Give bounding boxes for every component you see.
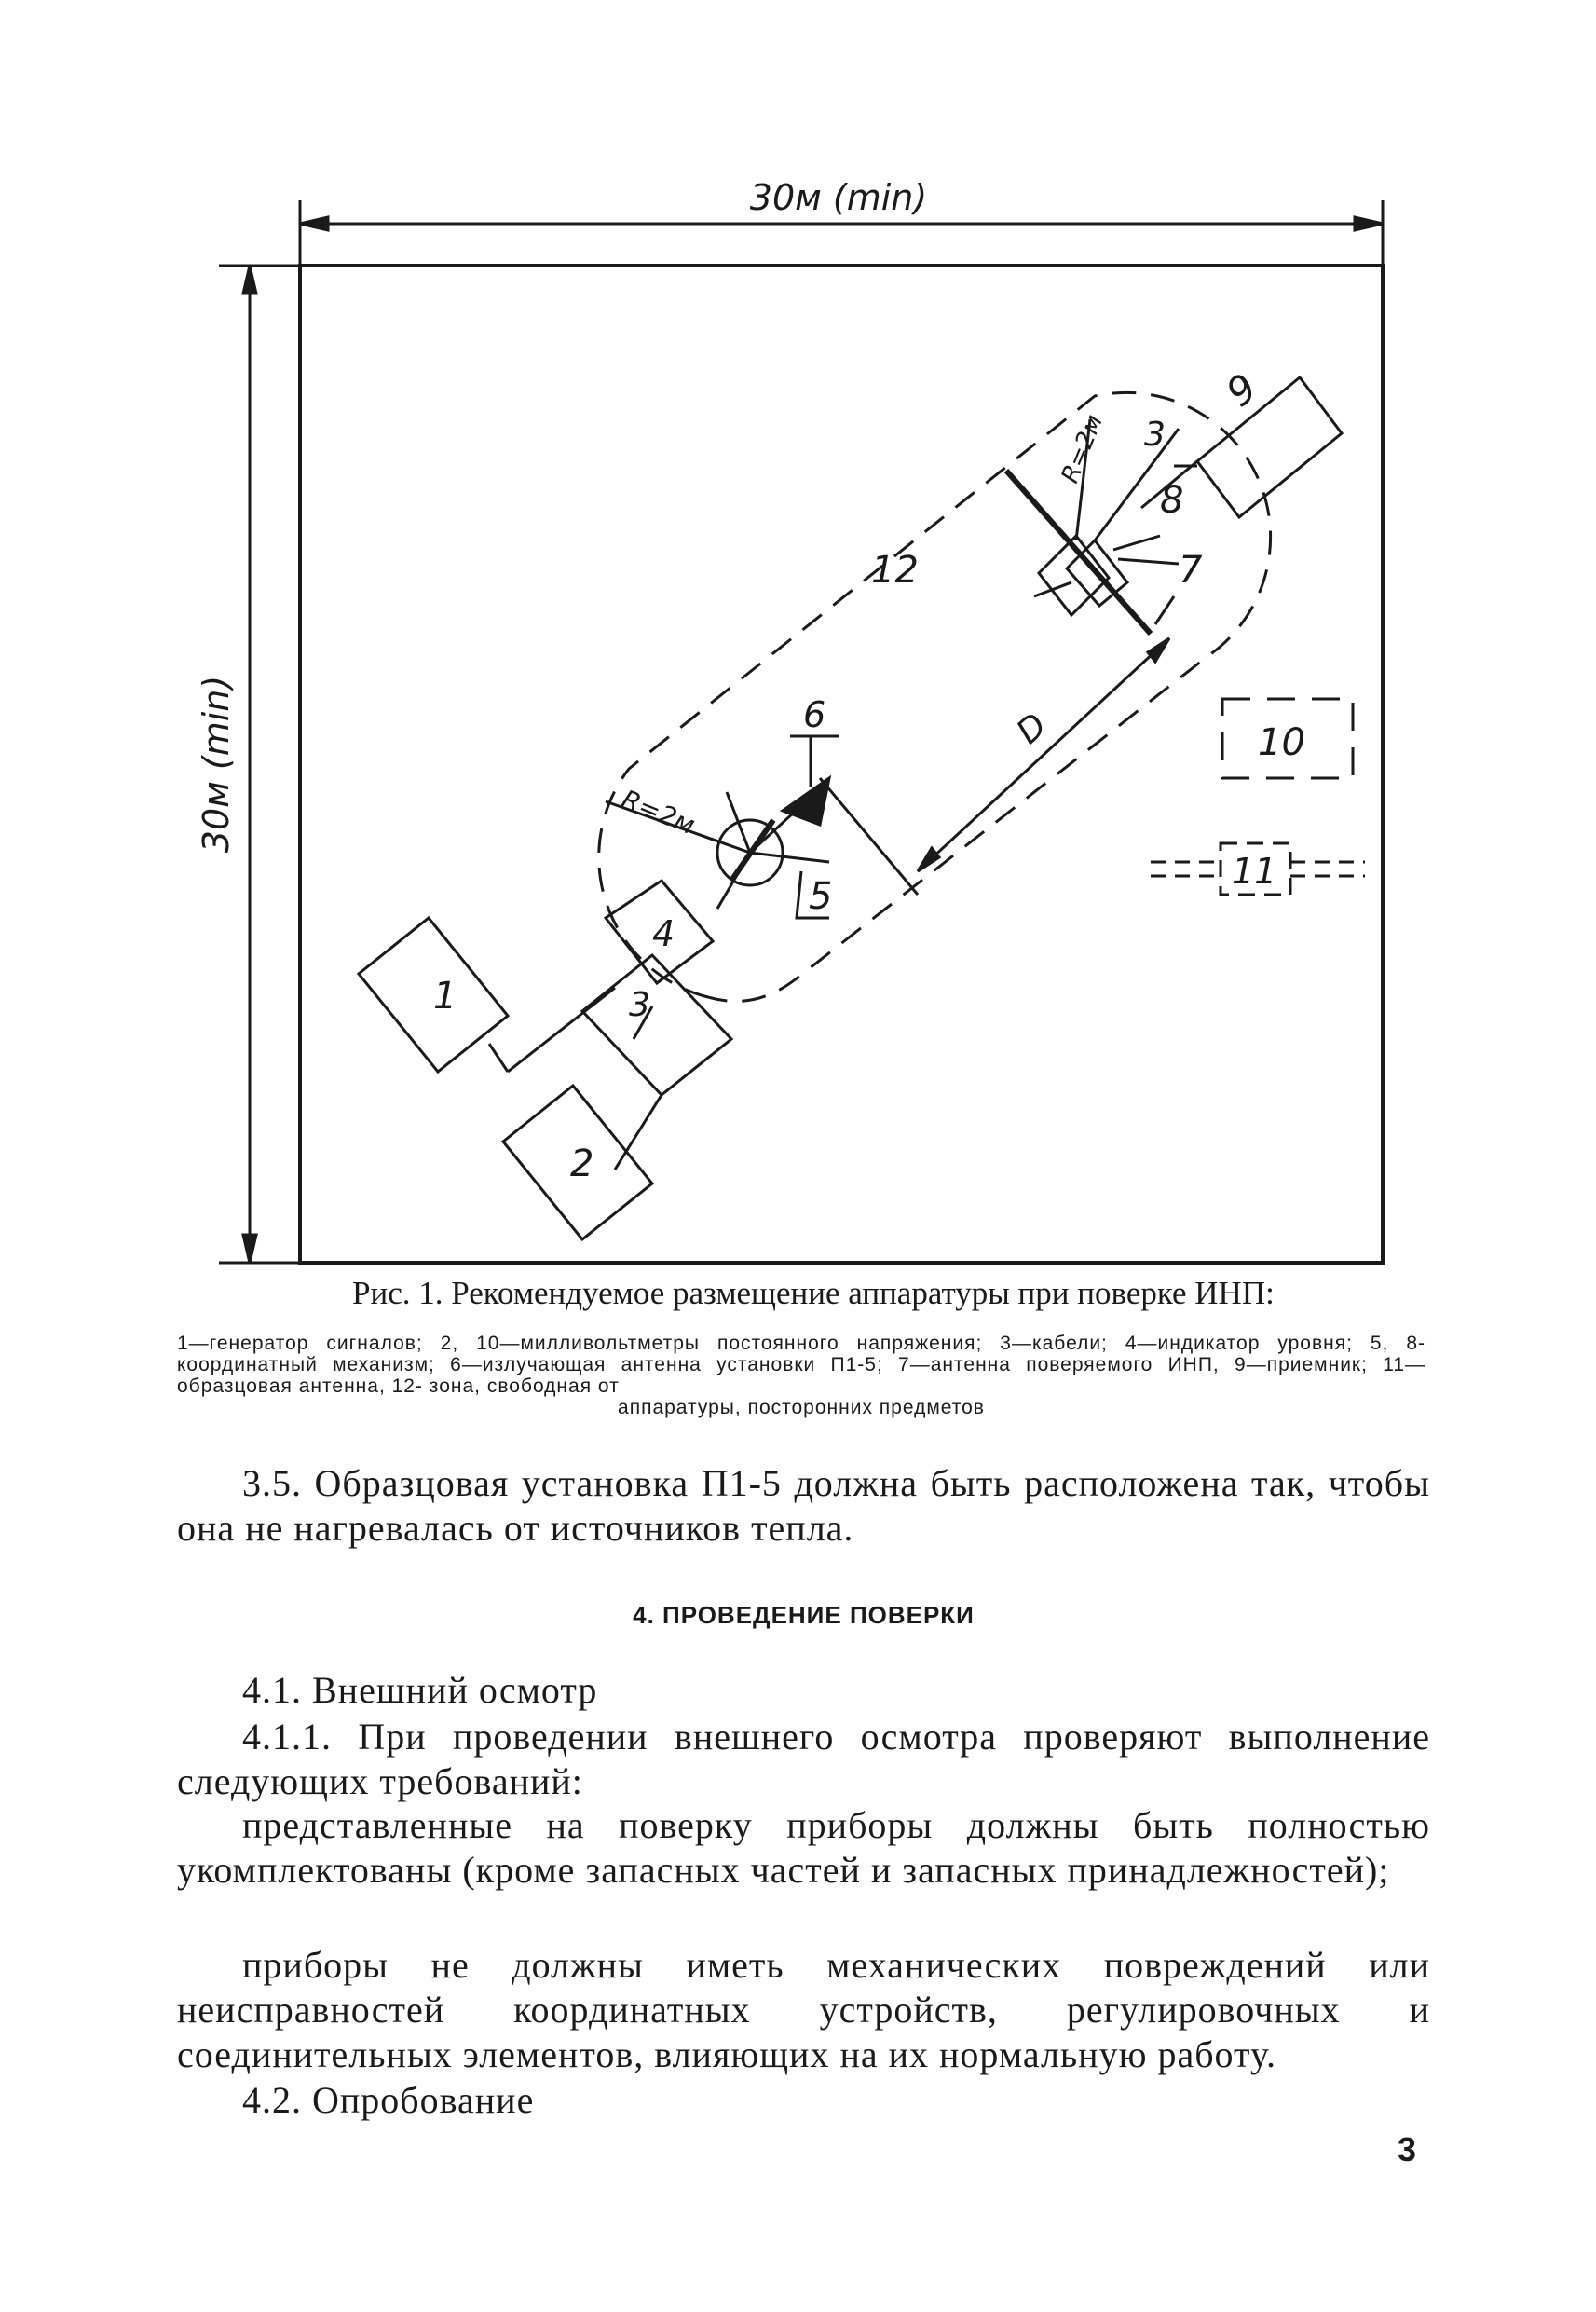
paragraph-4-1-1: 4.1.1. При проведении внешнего осмотра проверяют выполнение следующих требований: (177, 1716, 1430, 1802)
radius-small-label: R=2м (617, 783, 700, 841)
label-4: 4 (652, 913, 675, 954)
mechanism-8-axis-b (1113, 536, 1160, 550)
paragraph-requirement-b: приборы не должны иметь механических повреждений или неисправностей координатных устройств, регулировочных и соединительных элементов, влияющих на их нормальную работу. (177, 1944, 1430, 2075)
paragraph-4-1: 4.1. Внешний осмотр (242, 1669, 598, 1711)
paragraph-requirement-a: представленные на поверку приборы должны быть полностью укомплектованы (кроме запасных частей и запасных принадлежностей); (177, 1804, 1430, 1891)
antenna-6-mast (750, 801, 806, 853)
room-boundary (300, 266, 1383, 1263)
label-5: 5 (809, 875, 833, 918)
page-number: 3 (1398, 2130, 1417, 2168)
cable-link-1 (489, 1044, 508, 1072)
figure-legend-last: аппаратуры, посторонних предметов (618, 1397, 985, 1418)
mechanism-8-axis (1118, 559, 1179, 564)
distance-d-line (918, 638, 1169, 871)
label-6: 6 (803, 694, 826, 735)
label-9: 9 (1217, 364, 1266, 417)
radius-large-label: R=2м (1056, 410, 1109, 487)
dim-top-arrow-right (1355, 217, 1383, 230)
dim-left-label: 30м (min) (196, 675, 237, 854)
figure-legend (177, 1333, 1425, 1418)
mechanism-5-axis-a (717, 853, 750, 909)
cable-link-3 (615, 1095, 662, 1170)
label-3b: 3 (1144, 416, 1166, 454)
dim-left-arrow-top (243, 266, 256, 294)
mechanism-8-axis-c (1034, 582, 1071, 596)
label-10: 10 (1258, 721, 1305, 764)
cable-block (582, 955, 731, 1095)
label-3: 3 (629, 986, 650, 1024)
label-8: 8 (1160, 479, 1184, 522)
label-1: 1 (433, 975, 457, 1018)
label-2: 2 (570, 1142, 594, 1185)
paragraph-3-5: 3.5. Образцовая установка П1-5 должна быть расположена так, чтобы она не нагревалась от источников тепла. (177, 1462, 1430, 1549)
mechanism-5-axis-c (750, 853, 829, 862)
label-11: 11 (1232, 851, 1277, 892)
dim-left-arrow-bottom (243, 1235, 256, 1263)
dim-top-arrow-left (300, 217, 328, 230)
antenna-6-beam (820, 778, 918, 895)
distance-label: D (1009, 705, 1055, 752)
label-12: 12 (871, 549, 919, 592)
distance-arrow-b (1148, 638, 1169, 662)
figure-caption: Рис. 1. Рекомендуемое размещение аппаратуры при поверке ИНП: (352, 1275, 1275, 1311)
mechanism-5-axis-b (727, 792, 750, 853)
label-7: 7 (1179, 549, 1203, 592)
paragraph-4-2: 4.2. Опробование (242, 2079, 535, 2121)
label-7-leader (1155, 596, 1174, 624)
figure-legend-main: 1—генератор сигналов; 2, 10—милливольтметры постоянного напряжения; 3—кабели; 4—индикатор уровня; 5, 8- координатный механизм; 6—излучающая антенна установки П1-5; 7—антенна поверяемого ИНП, 9—приемник; 11—образцовая антенна, 12- зона, свободная от (177, 1333, 1425, 1397)
box-receiver (1197, 377, 1342, 517)
section-heading-4: 4. ПРОВЕДЕНИЕ ПОВЕРКИ (633, 1601, 975, 1629)
dim-top-label: 30м (min) (749, 177, 928, 218)
